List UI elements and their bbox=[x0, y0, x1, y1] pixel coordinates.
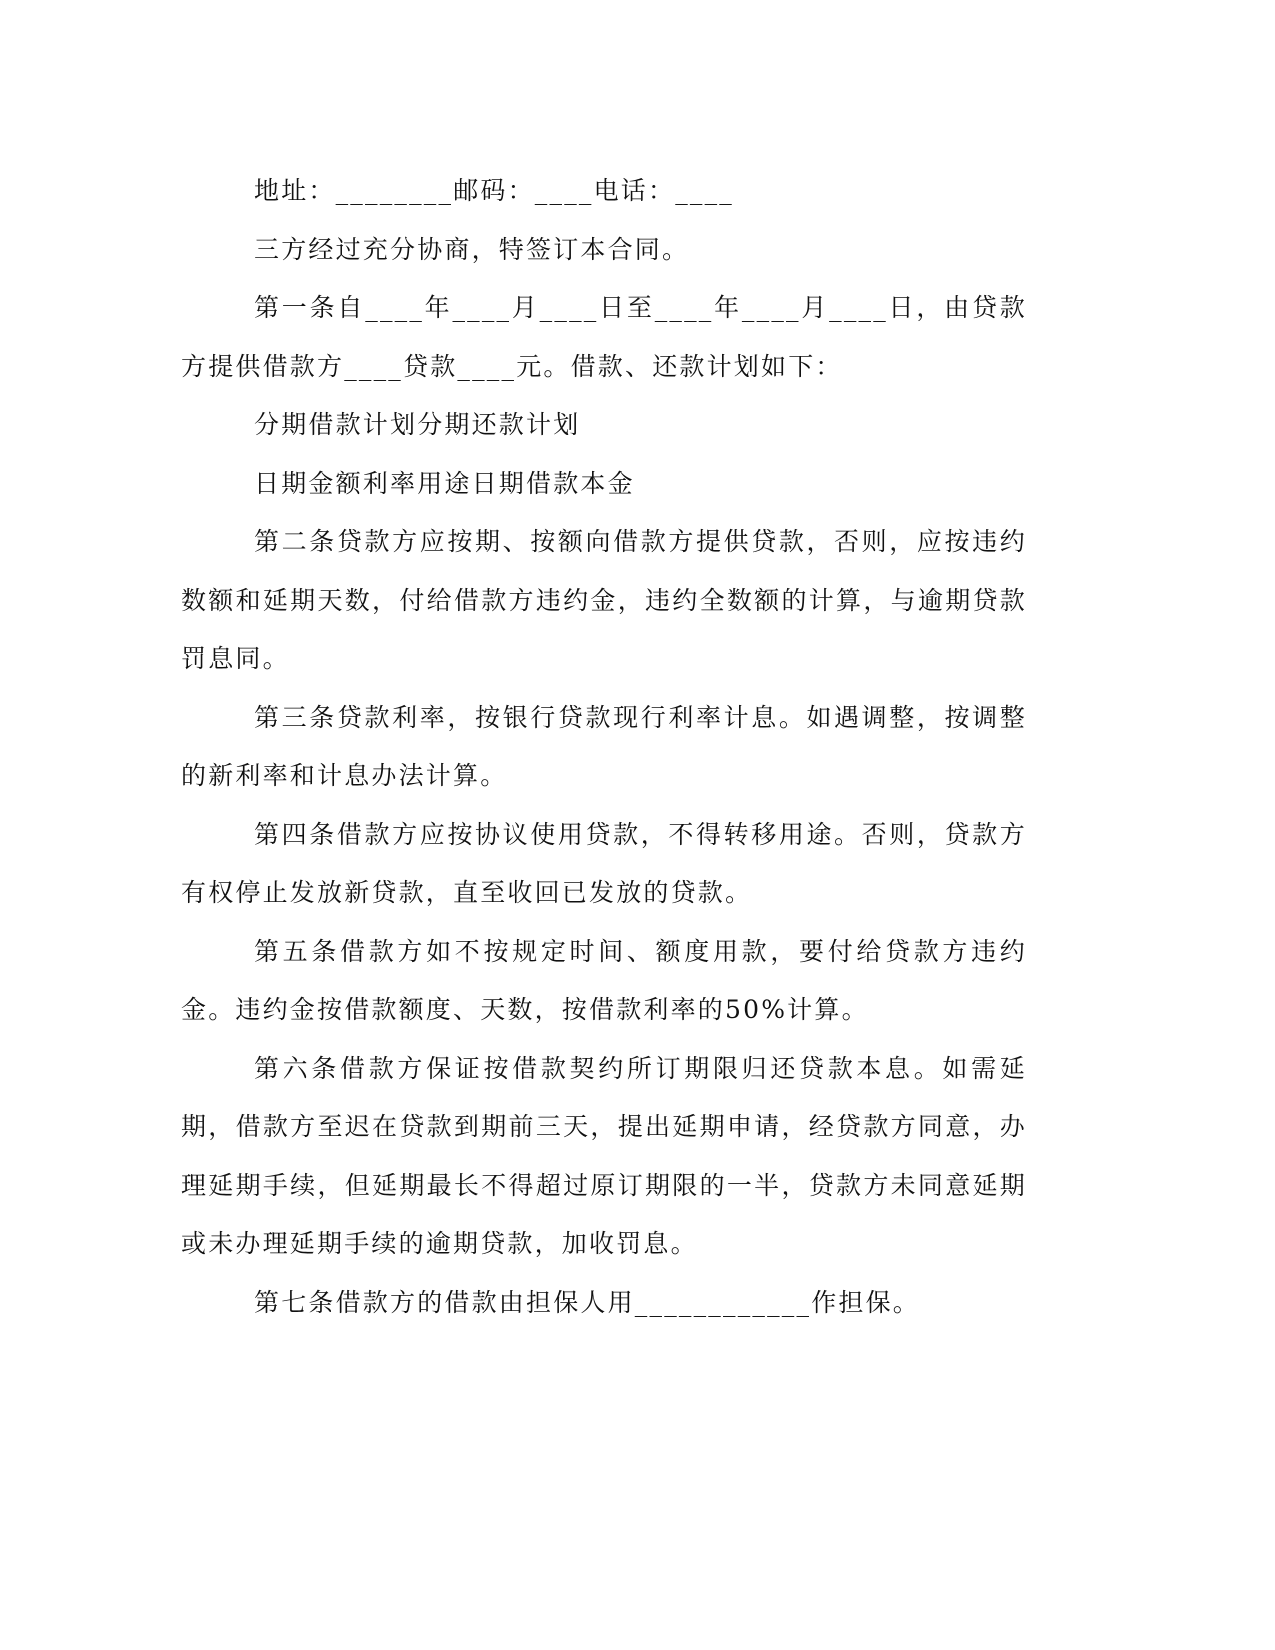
agreement-statement: 三方经过充分协商，特签订本合同。 bbox=[254, 234, 690, 264]
article-3: 第三条贷款利率，按银行贷款现行利率计息。如遇调整，按调整的新利率和计息办法计算。 bbox=[181, 702, 1027, 790]
article-6: 第六条借款方保证按借款契约所订期限归还贷款本息。如需延期，借款方至迟在贷款到期前三天，提出延期申请，经贷款方同意，办理延期手续，但延期最长不得超过原订期限的一半，贷款方未同意延期或未办理延期手续的逾期贷款，加收罚息。 bbox=[181, 1053, 1027, 1258]
article-5: 第五条借款方如不按规定时间、额度用款，要付给贷款方违约金。违约金按借款额度、天数，按借款利率的50%计算。 bbox=[181, 936, 1027, 1024]
article-2: 第二条贷款方应按期、按额向借款方提供贷款，否则，应按违约数额和延期天数，付给借款方违约金，违约全数额的计算，与逾期贷款罚息同。 bbox=[181, 527, 1027, 673]
article-1: 第一条自____年____月____日至____年____月____日，由贷款方提供借款方____贷款____元。借款、还款计划如下： bbox=[181, 293, 1027, 381]
article-7: 第七条借款方的借款由担保人用____________作担保。 bbox=[254, 1287, 921, 1317]
document-body bbox=[181, 162, 1027, 1332]
schedule-columns: 日期金额利率用途日期借款本金 bbox=[254, 468, 635, 498]
article-4: 第四条借款方应按协议使用贷款，不得转移用途。否则，贷款方有权停止发放新贷款，直至收回已发放的贷款。 bbox=[181, 819, 1027, 907]
address-line: 地址：________邮码：____电话：____ bbox=[254, 176, 735, 205]
schedule-heading: 分期借款计划分期还款计划 bbox=[254, 410, 581, 439]
